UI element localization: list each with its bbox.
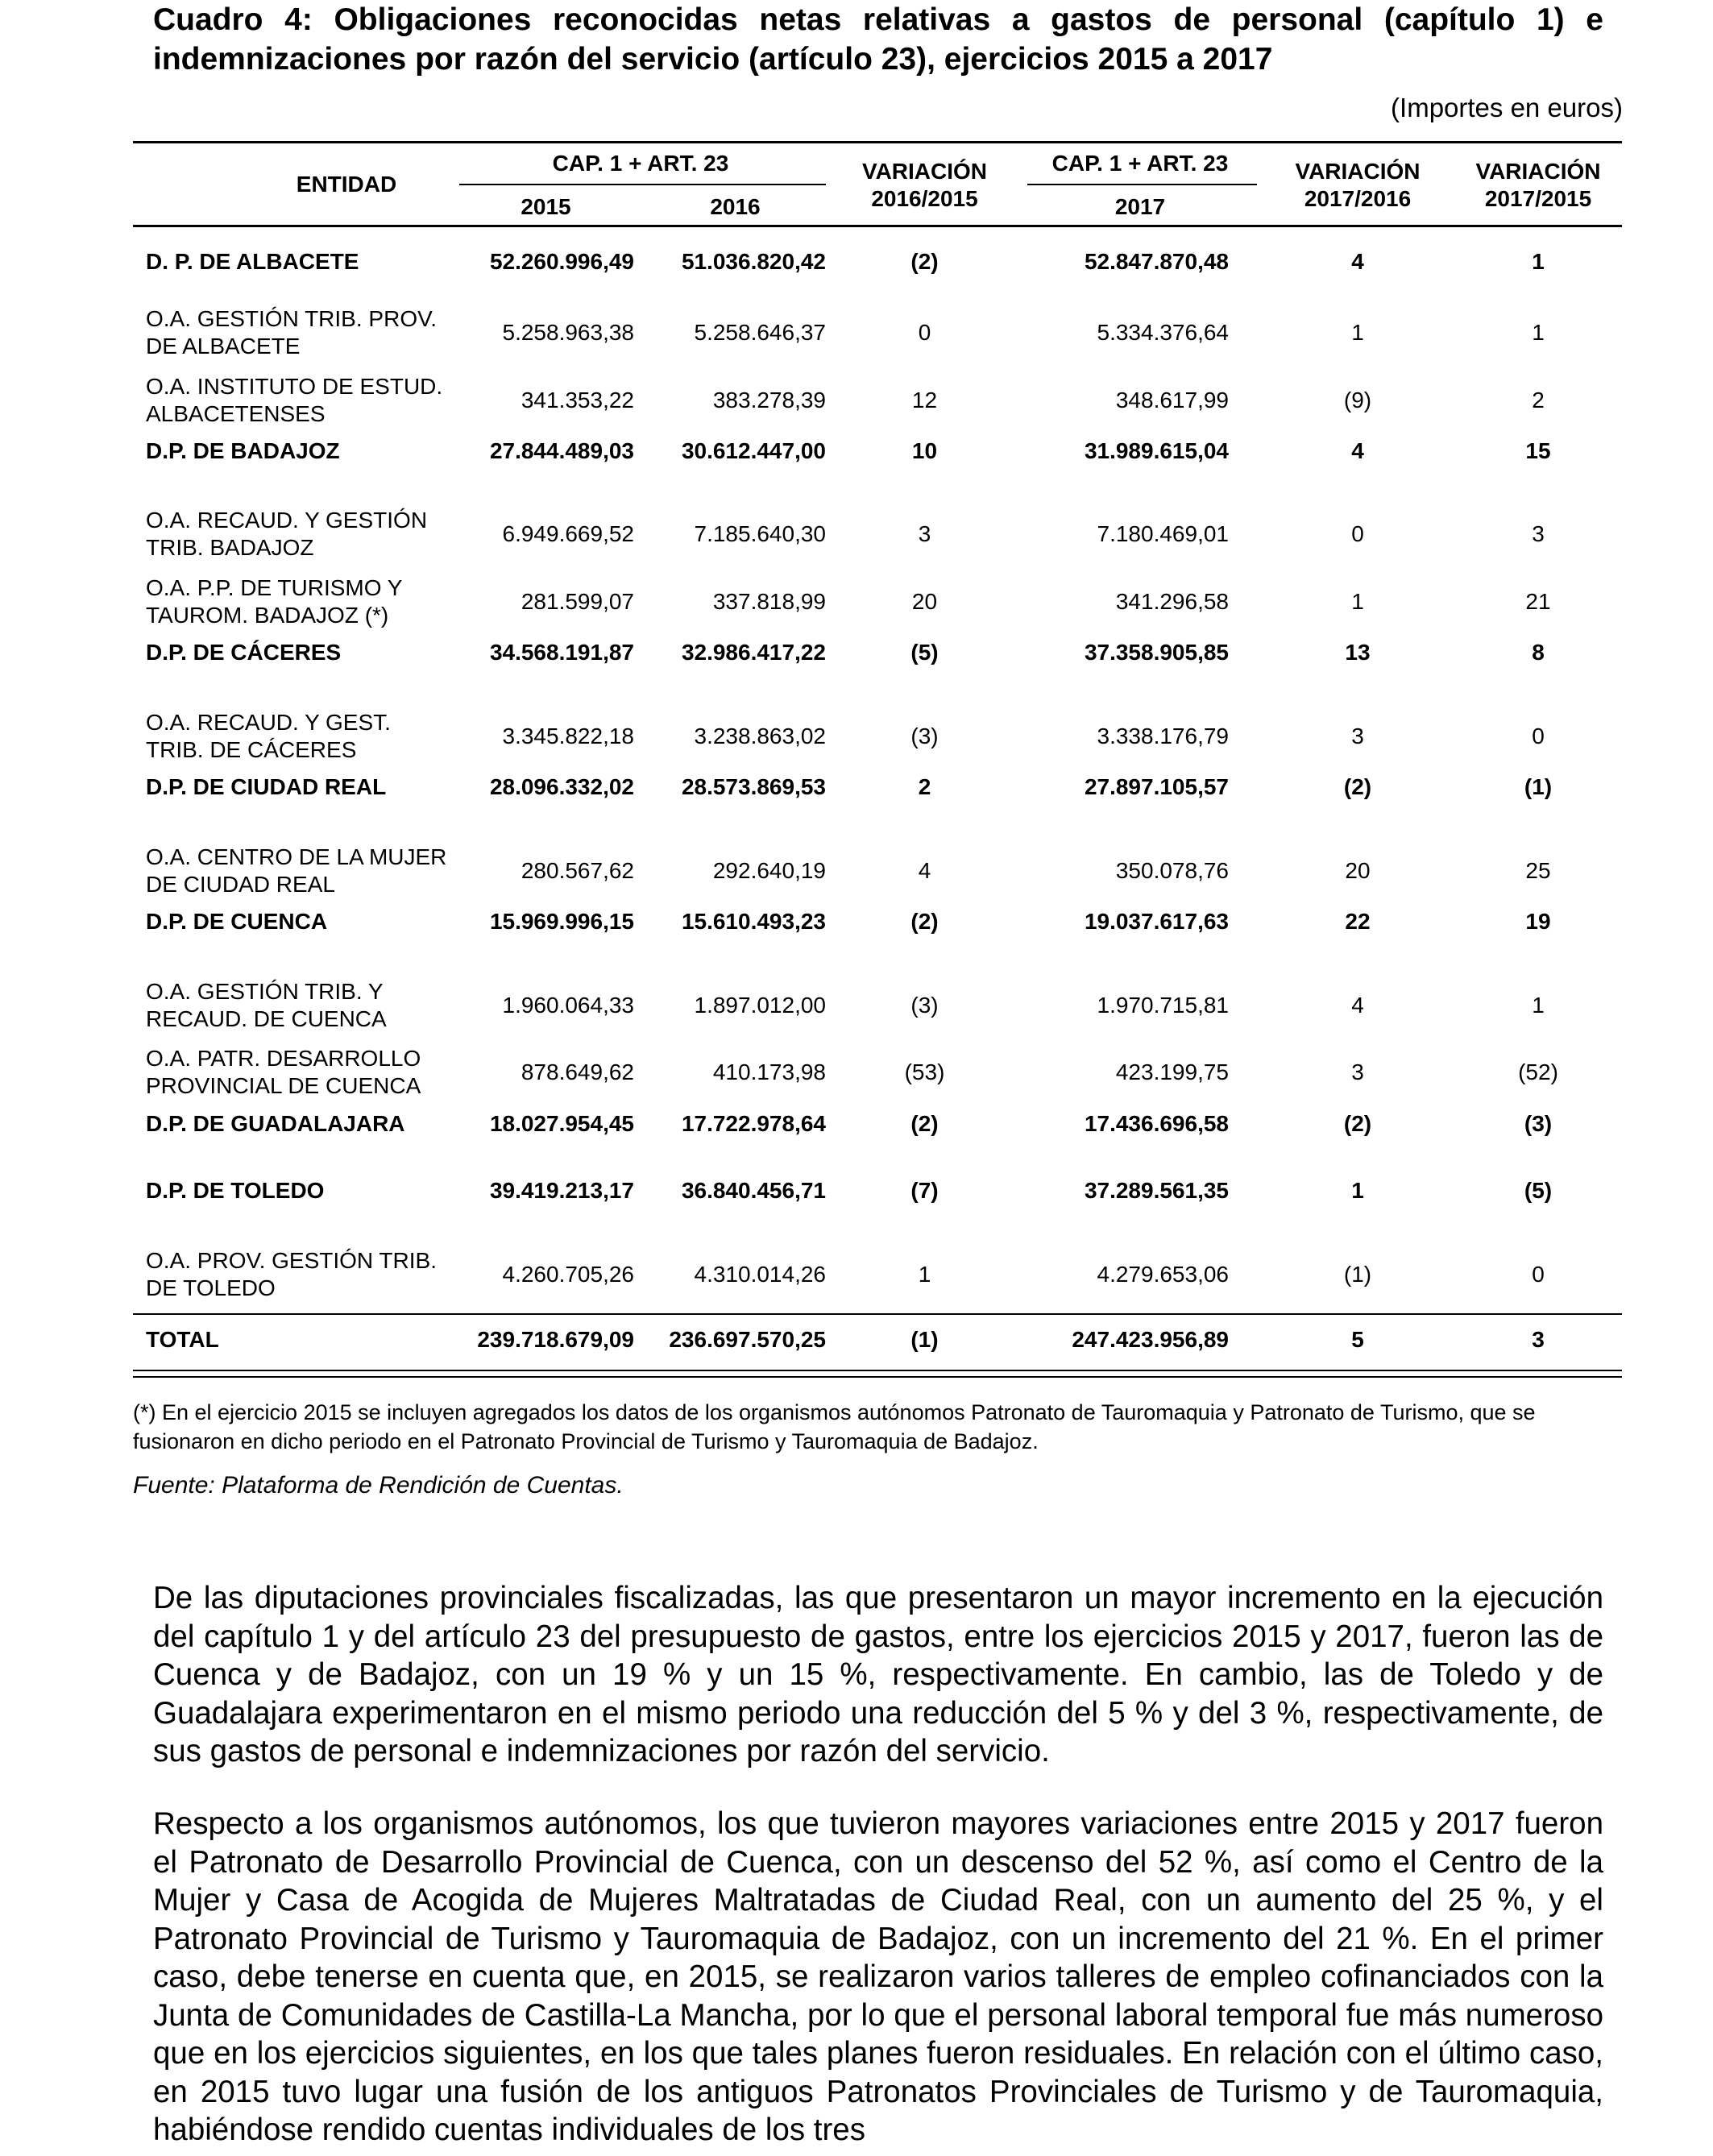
cell-var3: (52) xyxy=(1518,1059,1558,1084)
cell-v2016: 28.573.869,53 xyxy=(681,774,826,799)
cell-v2017: 341.296,58 xyxy=(1115,589,1229,614)
cell-var3: (1) xyxy=(1524,774,1553,799)
header-var-b-line2: 2017/2016 xyxy=(1304,186,1412,211)
cell-var3: 1 xyxy=(1532,320,1545,345)
header-var-c xyxy=(1454,158,1622,213)
cell-var1: 4 xyxy=(918,858,931,883)
cell-var2: 3 xyxy=(1351,724,1364,748)
header-2015: 2015 xyxy=(521,194,571,219)
header-cap-a-rule xyxy=(459,184,826,185)
table-row xyxy=(133,973,1622,1038)
cell-v2015: 281.599,07 xyxy=(521,589,634,614)
cell-var1: 2 xyxy=(918,774,931,799)
cell-entidad: D.P. DE GUADALAJARA xyxy=(146,1111,405,1136)
cell-v2015: 34.568.191,87 xyxy=(489,640,634,665)
table-row xyxy=(133,502,1622,566)
cell-var3: 8 xyxy=(1532,640,1545,665)
table-row xyxy=(133,435,1622,467)
cell-v2017: 423.199,75 xyxy=(1115,1059,1229,1084)
header-bottom-rule xyxy=(133,225,1622,227)
cell-v2015: 27.844.489,03 xyxy=(489,438,634,463)
cell-v2015: 280.567,62 xyxy=(521,858,634,883)
cell-var2: 4 xyxy=(1351,438,1364,463)
cell-var1: (3) xyxy=(910,724,939,748)
header-var-a xyxy=(830,158,1019,213)
paragraph-1: De las diputaciones provinciales fiscalizadas, las que presentaron un mayor incremento en la ejecución del capítulo 1 y del artículo 23 del presupuesto de gastos, entre los ejercicios 2015 y 2017, fueron las de Cuenca y de Badajoz, con un 19 % y un 15 %, respectivamente. En cambio, las de Toledo y de Guadalajara experimentaron en el mismo periodo una reducción del 5 % y del 3 %, respectivamente, de sus gastos de personal e indemnizaciones por razón del servicio. xyxy=(153,1581,1603,1768)
table-row xyxy=(133,570,1622,634)
cell-var1: (3) xyxy=(910,993,939,1018)
total-cell-var2: 5 xyxy=(1351,1327,1364,1352)
cell-var3: 2 xyxy=(1532,388,1545,413)
cell-v2016: 383.278,39 xyxy=(712,388,826,413)
cell-v2015: 1.960.064,33 xyxy=(502,993,634,1018)
cell-v2017: 52.847.870,48 xyxy=(1084,249,1229,274)
table-row xyxy=(133,1108,1622,1140)
cell-v2015: 39.419.213,17 xyxy=(489,1178,634,1203)
cell-v2016: 292.640,19 xyxy=(712,858,826,883)
cell-v2015: 52.260.996,49 xyxy=(489,249,634,274)
cell-v2016: 410.173,98 xyxy=(712,1059,826,1084)
cell-v2016: 3.238.863,02 xyxy=(694,724,826,748)
cell-var1: 12 xyxy=(911,388,938,413)
cell-v2016: 4.310.014,26 xyxy=(694,1262,826,1287)
cell-v2017: 31.989.615,04 xyxy=(1084,438,1229,463)
header-entidad: ENTIDAD xyxy=(296,172,397,197)
cell-v2016: 17.722.978,64 xyxy=(681,1111,826,1136)
header-cap-b: CAP. 1 + ART. 23 xyxy=(1051,151,1229,176)
header-var-a-line1: VARIACIÓN xyxy=(861,159,988,184)
cell-v2015: 4.260.705,26 xyxy=(502,1262,634,1287)
cell-v2017: 19.037.617,63 xyxy=(1084,909,1229,934)
cell-entidad: D.P. DE CUENCA xyxy=(146,909,328,934)
header-cap-a: CAP. 1 + ART. 23 xyxy=(552,151,729,176)
table-row xyxy=(133,1242,1622,1307)
cell-v2016: 32.986.417,22 xyxy=(681,640,826,665)
cell-v2017: 350.078,76 xyxy=(1115,858,1229,883)
header-var-b xyxy=(1261,158,1454,213)
cell-v2015: 341.353,22 xyxy=(521,388,634,413)
cell-v2017: 7.180.469,01 xyxy=(1097,521,1229,546)
table-row xyxy=(133,1040,1622,1105)
cell-var1: 0 xyxy=(918,320,931,345)
cell-entidad: O.A. GESTIÓN TRIB. PROV. DE ALBACETE xyxy=(146,306,437,359)
cell-entidad: O.A. CENTRO DE LA MUJER DE CIUDAD REAL xyxy=(146,844,447,897)
header-var-a-line2: 2016/2015 xyxy=(871,186,978,211)
header-var-b-line1: VARIACIÓN xyxy=(1295,159,1421,184)
cell-v2015: 15.969.996,15 xyxy=(489,909,634,934)
table-row xyxy=(133,368,1622,433)
paragraph-2: Respecto a los organismos autónomos, los que tuvieron mayores variaciones entre 2015 y 2017 fueron el Patronato de Desarrollo Provincial de Cuenca, con un descenso del 52 %, así como el Centro de la Mujer y Casa de Acogida de Mujeres Maltratadas de Ciudad Real, con un aumento del 25 %, y el Patronato Provincial de Turismo y Tauromaquia de Badajoz, con un incremento del 21 %. En el primer caso, debe tenerse en cuenta que, en 2015, se realizaron varios talleres de empleo cofinanciados con la Junta de Comunidades de Castilla-La Mancha, por lo que el personal laboral temporal fue más numeroso que en los ejercicios siguientes, en los que tales planes fueron residuales. En relación con el último caso, en 2015 tuvo lugar una fusión de los antiguos Patronatos Provinciales de Turismo y de Tauromaquia, habiéndose rendido cuentas individuales de los tres xyxy=(153,1806,1603,2147)
cell-var2: 4 xyxy=(1351,993,1364,1018)
header-top-rule xyxy=(133,141,1622,143)
cell-var2: 1 xyxy=(1351,1178,1364,1203)
header-var-c-line2: 2017/2015 xyxy=(1484,186,1592,211)
cell-v2017: 37.358.905,85 xyxy=(1084,640,1229,665)
cell-v2016: 1.897.012,00 xyxy=(694,993,826,1018)
cell-v2015: 5.258.963,38 xyxy=(502,320,634,345)
total-row xyxy=(133,1324,1622,1356)
cell-var2: 13 xyxy=(1345,640,1371,665)
cell-var2: (9) xyxy=(1343,388,1372,413)
cell-var1: 1 xyxy=(918,1262,931,1287)
cell-var1: (2) xyxy=(910,909,939,934)
header-var-c-line1: VARIACIÓN xyxy=(1475,159,1601,184)
header-2016: 2016 xyxy=(710,194,761,219)
cell-v2016: 15.610.493,23 xyxy=(681,909,826,934)
units-note: (Importes en euros) xyxy=(1391,93,1623,122)
total-cell-var3: 3 xyxy=(1532,1327,1545,1352)
cell-var3: 0 xyxy=(1532,724,1545,748)
cell-entidad: D. P. DE ALBACETE xyxy=(146,249,359,274)
cell-var2: 20 xyxy=(1345,858,1371,883)
cell-var3: (3) xyxy=(1524,1111,1553,1136)
cell-entidad: D.P. DE BADAJOZ xyxy=(146,438,340,463)
cell-v2017: 37.289.561,35 xyxy=(1084,1178,1229,1203)
cell-var1: 3 xyxy=(918,521,931,546)
cell-v2016: 5.258.646,37 xyxy=(694,320,826,345)
cell-entidad: O.A. RECAUD. Y GESTIÓN TRIB. BADAJOZ xyxy=(146,508,428,560)
cell-v2016: 7.185.640,30 xyxy=(694,521,826,546)
cell-v2017: 27.897.105,57 xyxy=(1084,774,1229,799)
cell-var3: 21 xyxy=(1525,589,1551,614)
bottom-rule-1 xyxy=(133,1370,1622,1371)
cell-v2015: 6.949.669,52 xyxy=(502,521,634,546)
cell-var2: 22 xyxy=(1345,909,1371,934)
cell-var2: (1) xyxy=(1343,1262,1372,1287)
cell-v2017: 3.338.176,79 xyxy=(1097,724,1229,748)
cell-var3: 25 xyxy=(1525,858,1551,883)
table-row xyxy=(133,839,1622,903)
table-row xyxy=(133,771,1622,803)
cell-v2015: 878.649,62 xyxy=(521,1059,634,1084)
cell-entidad: D.P. DE TOLEDO xyxy=(146,1178,325,1203)
bottom-rule-2 xyxy=(133,1376,1622,1378)
cell-v2015: 3.345.822,18 xyxy=(502,724,634,748)
cell-var2: (2) xyxy=(1343,774,1372,799)
cell-entidad: O.A. INSTITUTO DE ESTUD. ALBACETENSES xyxy=(146,374,443,426)
cell-var2: 4 xyxy=(1351,249,1364,274)
cell-var3: 1 xyxy=(1532,249,1545,274)
cell-var2: 3 xyxy=(1351,1059,1364,1084)
cell-var3: 3 xyxy=(1532,521,1545,546)
cell-entidad: D.P. DE CÁCERES xyxy=(146,640,342,665)
cell-v2016: 30.612.447,00 xyxy=(681,438,826,463)
cell-v2017: 4.279.653,06 xyxy=(1097,1262,1229,1287)
cell-var2: (2) xyxy=(1343,1111,1372,1136)
header-2017: 2017 xyxy=(1114,194,1166,219)
table-row xyxy=(133,246,1622,278)
table-row xyxy=(133,704,1622,769)
cell-var3: 15 xyxy=(1525,438,1551,463)
cell-var1: (2) xyxy=(910,1111,939,1136)
footnote: (*) En el ejercicio 2015 se incluyen agregados los datos de los organismos autónomos Patronato de Tauromaquia y Patronato de Turismo, que se fusionaron en dicho periodo en el Patronato Provincial de Turismo y Tauromaquia de Badajoz. xyxy=(133,1400,1536,1453)
cell-var2: 0 xyxy=(1351,521,1364,546)
cell-var1: (5) xyxy=(910,640,939,665)
table-row xyxy=(133,301,1622,365)
source-note: Fuente: Plataforma de Rendición de Cuentas. xyxy=(133,1472,624,1499)
cell-v2017: 1.970.715,81 xyxy=(1097,993,1229,1018)
cell-var3: 1 xyxy=(1532,993,1545,1018)
table-row xyxy=(133,1175,1622,1207)
cell-v2016: 36.840.456,71 xyxy=(681,1178,826,1203)
cell-entidad: O.A. PROV. GESTIÓN TRIB. DE TOLEDO xyxy=(146,1248,437,1300)
total-cell-v2017: 247.423.956,89 xyxy=(1072,1327,1229,1352)
cell-entidad: O.A. RECAUD. Y GEST. TRIB. DE CÁCERES xyxy=(146,710,391,762)
cell-var3: 0 xyxy=(1532,1262,1545,1287)
total-top-rule xyxy=(133,1313,1622,1315)
total-cell-v2015: 239.718.679,09 xyxy=(477,1327,634,1352)
cell-var2: 1 xyxy=(1351,320,1364,345)
cell-v2017: 17.436.696,58 xyxy=(1084,1111,1229,1136)
total-cell-var1: (1) xyxy=(910,1327,939,1352)
cell-v2016: 51.036.820,42 xyxy=(681,249,826,274)
cell-var1: 10 xyxy=(911,438,938,463)
table-row xyxy=(133,906,1622,938)
cell-var2: 1 xyxy=(1351,589,1364,614)
cell-v2017: 5.334.376,64 xyxy=(1097,320,1229,345)
cell-var3: (5) xyxy=(1524,1178,1553,1203)
cell-var1: (7) xyxy=(910,1178,939,1203)
cell-v2016: 337.818,99 xyxy=(712,589,826,614)
cell-var1: (2) xyxy=(910,249,939,274)
table-row xyxy=(133,636,1622,669)
total-cell-v2016: 236.697.570,25 xyxy=(669,1327,826,1352)
table-title: Cuadro 4: Obligaciones reconocidas netas relativas a gastos de personal (capítulo 1) e indemnizaciones por razón del servicio (artículo 23), ejercicios 2015 a 2017 xyxy=(153,2,1603,77)
cell-var3: 19 xyxy=(1525,909,1551,934)
cell-v2017: 348.617,99 xyxy=(1115,388,1229,413)
cell-entidad: O.A. GESTIÓN TRIB. Y RECAUD. DE CUENCA xyxy=(146,979,387,1031)
cell-var1: (53) xyxy=(904,1059,945,1084)
header-cap-b-rule xyxy=(1027,184,1257,185)
cell-v2015: 28.096.332,02 xyxy=(489,774,634,799)
cell-entidad: O.A. PATR. DESARROLLO PROVINCIAL DE CUENCA xyxy=(146,1046,421,1098)
cell-entidad: D.P. DE CIUDAD REAL xyxy=(146,774,387,799)
total-cell-entidad: TOTAL xyxy=(146,1327,219,1352)
cell-var1: 20 xyxy=(911,589,938,614)
cell-entidad: O.A. P.P. DE TURISMO Y TAUROM. BADAJOZ (*) xyxy=(146,575,402,628)
cell-v2015: 18.027.954,45 xyxy=(489,1111,634,1136)
